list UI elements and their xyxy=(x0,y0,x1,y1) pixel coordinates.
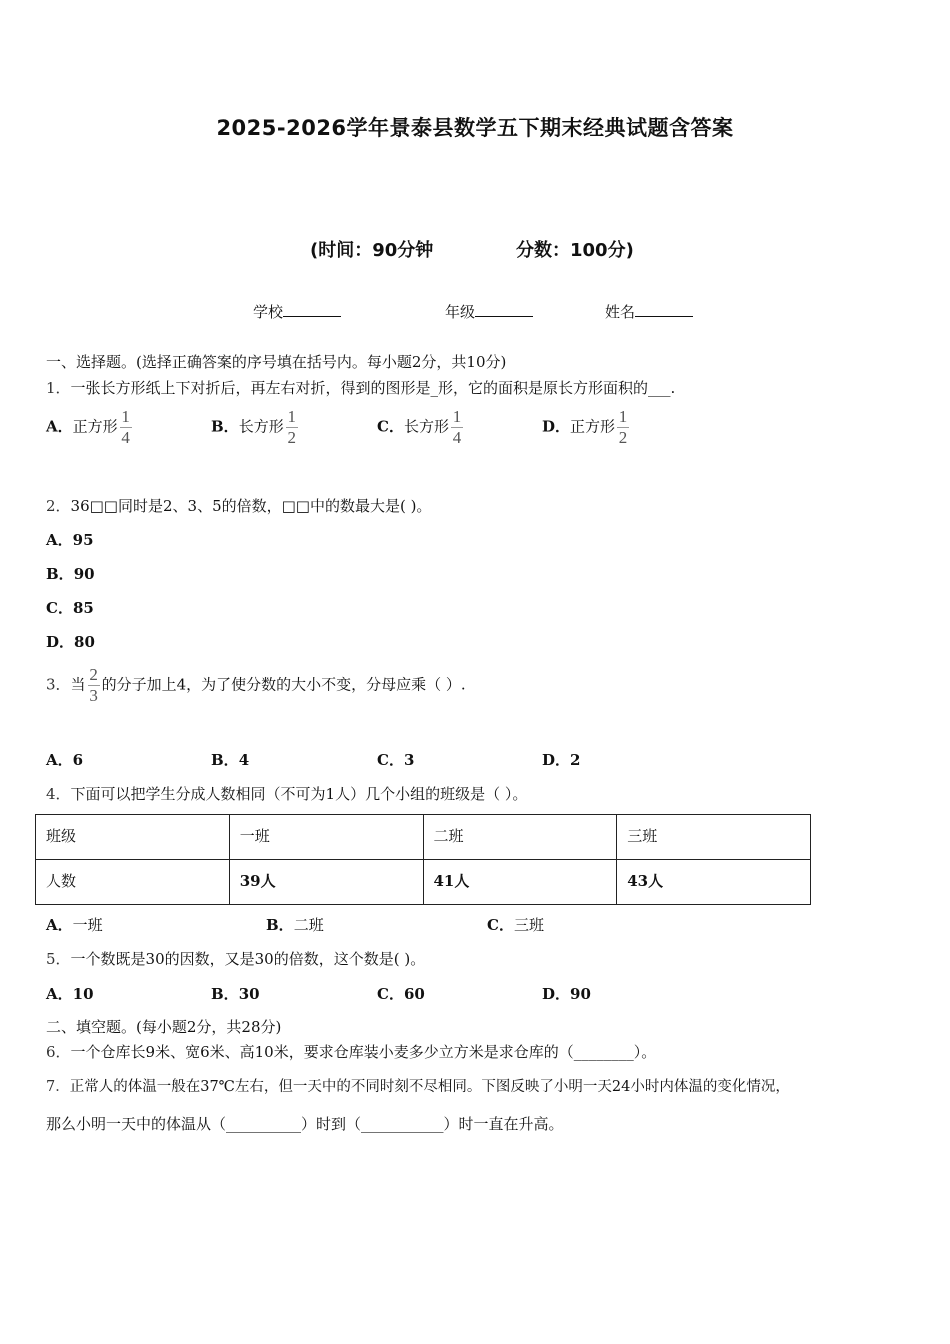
q2-option-c xyxy=(46,597,94,618)
name-label: 姓名 xyxy=(605,303,636,321)
option-text: 90 xyxy=(570,985,591,1003)
table-cell: 三班 xyxy=(617,815,811,860)
option-label: C． xyxy=(487,916,514,934)
option-text: 4 xyxy=(238,751,250,769)
q5-text: 一个数既是30的因数，又是30的倍数，这个数是( )。 xyxy=(70,950,426,968)
table-cell: 39人 xyxy=(229,860,423,905)
option-label: C． xyxy=(377,417,404,436)
q7-number: 7． xyxy=(46,1079,70,1095)
option-text: 80 xyxy=(74,633,95,651)
option-text: 正方形 xyxy=(72,417,118,436)
q3-option-c xyxy=(377,749,414,770)
q4-option-c xyxy=(487,914,544,935)
option-label: D． xyxy=(542,985,571,1003)
option-label: A． xyxy=(46,985,73,1003)
option-label: B． xyxy=(46,565,74,583)
option-label: C． xyxy=(377,751,404,769)
numerator: 1 xyxy=(452,407,462,426)
option-label: B． xyxy=(211,417,239,436)
name-field xyxy=(605,301,693,322)
option-label: A． xyxy=(46,751,73,769)
q6-stem xyxy=(46,1041,656,1062)
class-size-table xyxy=(35,814,811,905)
q3-text: 的分子加上4，为了使分数的大小不变，分母应乘（ ）. xyxy=(101,675,466,694)
school-label: 学校 xyxy=(253,303,284,321)
q3-pre: 当 xyxy=(70,675,86,694)
total-score: 分数：100分) xyxy=(516,240,634,261)
table-row xyxy=(36,815,811,860)
option-label: D． xyxy=(46,633,75,651)
option-text: 30 xyxy=(238,985,260,1003)
q1-number: 1． xyxy=(46,379,71,397)
option-text: 10 xyxy=(72,985,94,1003)
option-label: B． xyxy=(211,985,239,1003)
table-cell: 班级 xyxy=(36,815,230,860)
table-cell: 一班 xyxy=(229,815,423,860)
table-row xyxy=(36,860,811,905)
denominator: 3 xyxy=(89,685,98,705)
option-label: A． xyxy=(46,531,73,549)
q1-option-a xyxy=(46,408,134,447)
grade-field xyxy=(445,301,533,322)
option-label: B． xyxy=(266,916,294,934)
option-label: D． xyxy=(542,417,571,436)
option-text: 85 xyxy=(72,599,94,617)
q1-text: 一张长方形纸上下对折后，再左右对折，得到的图形是_形，它的面积是原长方形面积的___. xyxy=(70,379,676,397)
option-text: 三班 xyxy=(513,916,544,934)
fraction xyxy=(617,408,629,447)
section2-heading: 二、填空题。(每小题2分，共28分) xyxy=(46,1018,282,1036)
option-label: C． xyxy=(377,985,404,1003)
q2-stem xyxy=(46,495,431,516)
q5-stem xyxy=(46,948,425,969)
document-title: 2025-2026学年景泰县数学五下期末经典试题含答案 xyxy=(216,116,734,140)
q5-option-c xyxy=(377,983,425,1004)
q5-option-a xyxy=(46,983,94,1004)
school-blank xyxy=(283,302,341,317)
q2-option-a xyxy=(46,529,94,550)
fraction xyxy=(451,408,463,447)
table-cell: 人数 xyxy=(36,860,230,905)
q1-option-d xyxy=(542,408,631,447)
q4-stem xyxy=(46,783,527,804)
q4-number: 4． xyxy=(46,785,71,803)
q2-option-b xyxy=(46,563,95,584)
q5-number: 5． xyxy=(46,950,71,968)
option-label: A． xyxy=(46,417,73,436)
option-label: A． xyxy=(46,916,73,934)
q1-option-c xyxy=(377,408,465,447)
denominator: 2 xyxy=(287,427,296,447)
option-label: C． xyxy=(46,599,73,617)
fraction xyxy=(286,408,298,447)
q7-stem-line1 xyxy=(46,1075,790,1096)
q1-stem xyxy=(46,377,675,398)
time-limit: (时间：90分钟 xyxy=(310,240,434,261)
denominator: 4 xyxy=(452,427,462,447)
option-text: 长方形 xyxy=(403,417,449,436)
section1-heading: 一、选择题。(选择正确答案的序号填在括号内。每小题2分，共10分) xyxy=(46,353,507,371)
table-cell: 41人 xyxy=(423,860,617,905)
q2-text: 36□□同时是2、3、5的倍数，□□中的数最大是( )。 xyxy=(70,497,432,515)
q7-stem-line2: 那么小明一天中的体温从（__________）时到（___________）时一直在升高。 xyxy=(46,1115,564,1133)
denominator: 2 xyxy=(618,427,628,447)
option-text: 二班 xyxy=(293,916,324,934)
q5-option-b xyxy=(211,983,260,1004)
option-text: 95 xyxy=(72,531,94,549)
option-text: 6 xyxy=(72,751,84,769)
option-text: 正方形 xyxy=(570,417,616,436)
option-text: 60 xyxy=(403,985,425,1003)
fraction xyxy=(88,666,100,705)
q4-option-b xyxy=(266,914,324,935)
grade-blank xyxy=(475,302,533,317)
table-cell: 二班 xyxy=(423,815,617,860)
option-label: D． xyxy=(542,751,571,769)
option-text: 长方形 xyxy=(238,417,284,436)
q6-text: 一个仓库长9米、宽6米、高10米，要求仓库装小麦多少立方米是求仓库的（________）。 xyxy=(70,1043,657,1061)
q5-option-d xyxy=(542,983,591,1004)
q3-number: 3． xyxy=(46,675,71,694)
option-label: B． xyxy=(211,751,239,769)
numerator: 1 xyxy=(287,407,296,426)
numerator: 1 xyxy=(121,407,130,426)
q1-option-b xyxy=(211,408,300,447)
name-blank xyxy=(635,302,693,317)
school-field xyxy=(253,301,341,322)
q2-number: 2． xyxy=(46,497,71,515)
option-text: 一班 xyxy=(72,916,103,934)
fraction xyxy=(120,408,132,447)
q2-option-d xyxy=(46,631,95,652)
q7-text-line1: 正常人的体温一般在37℃左右，但一天中的不同时刻不尽相同。下图反映了小明一天24小时内体温的变化情况， xyxy=(69,1079,790,1095)
option-text: 3 xyxy=(403,751,415,769)
table-cell: 43人 xyxy=(617,860,811,905)
denominator: 4 xyxy=(121,427,130,447)
numerator: 1 xyxy=(618,407,628,426)
q4-option-a xyxy=(46,914,103,935)
option-text: 2 xyxy=(570,751,581,769)
grade-label: 年级 xyxy=(445,303,476,321)
q3-option-b xyxy=(211,749,249,770)
q4-text: 下面可以把学生分成人数相同（不可为1人）几个小组的班级是（ ）。 xyxy=(70,785,528,803)
q3-option-d xyxy=(542,749,580,770)
q3-stem xyxy=(46,666,466,705)
numerator: 2 xyxy=(89,665,98,684)
q3-option-a xyxy=(46,749,83,770)
option-text: 90 xyxy=(73,565,95,583)
q6-number: 6． xyxy=(46,1043,71,1061)
